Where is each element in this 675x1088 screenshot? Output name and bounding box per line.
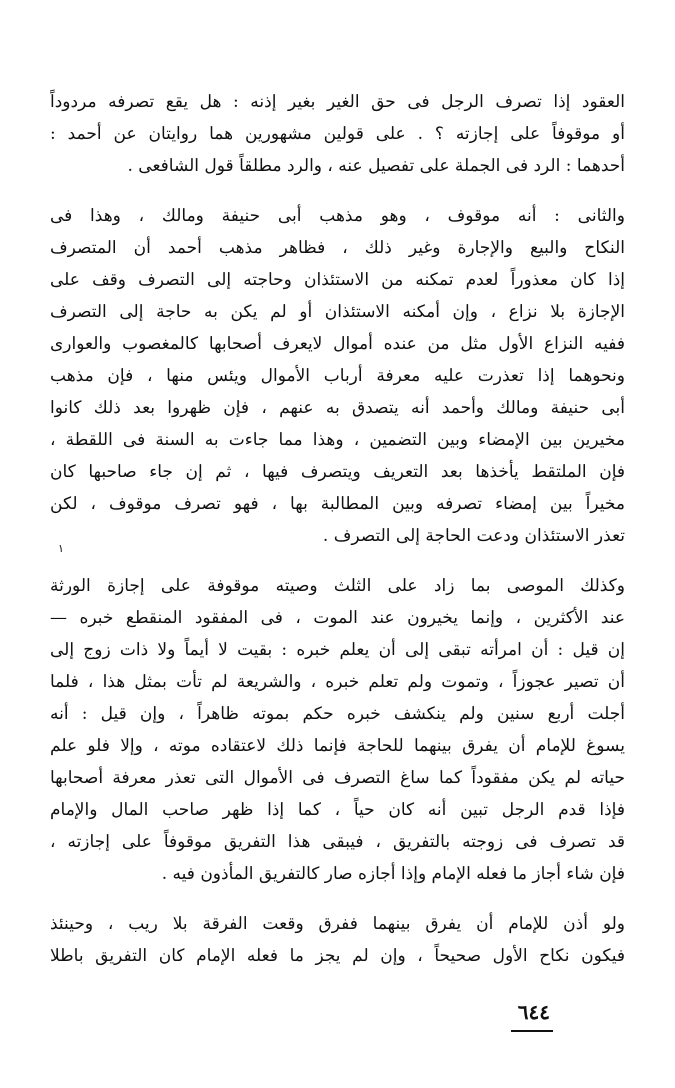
text-line: مخيرين بين الإمضاء وبين التضمين ، وهذا مما جاءت به السنة فى اللقطة ،: [50, 430, 625, 450]
text-line: عند الأكثرين ، وإنما يخيرون عند الموت ، فى المفقود المنقطع خبره —: [50, 608, 625, 628]
text-line: أو موقوفاً على إجازته ؟ . على قولين مشهورين هما روايتان عن أحمد :: [50, 124, 625, 144]
text-line: فإن شاء أجاز ما فعله الإمام وإذا أجازه صار كالتفريق المأذون فيه .: [161, 864, 625, 884]
text-line: إذا كان معذوراً لعدم تمكنه من الاستئذان وحاجته إلى التصرف وقف على: [50, 270, 625, 290]
text-line: أجلت أربع سنين ولم ينكشف خبره حكم بموته ظاهراً ، وإن قيل : أنه: [50, 704, 625, 724]
text-line: ففيه النزاع الأول مثل من عنده أموال لايعرف أصحابها كالمغصوب والعوارى: [50, 334, 625, 354]
paragraph-2: [50, 200, 625, 552]
paragraph-3: [50, 570, 625, 890]
text-line: تعذر الاستئذان ودعت الحاجة إلى التصرف .: [322, 526, 625, 546]
page-number-rule: [511, 1030, 553, 1032]
text-line: وكذلك الموصى بما زاد على الثلث وصيته موقوفة على إجازة الورثة: [50, 576, 625, 596]
page-body: [50, 86, 625, 990]
text-line: ونحوهما إذا تعذرت عليه معرفة أرباب الأموال ويئس منها ، فإن مذهب: [50, 366, 625, 386]
paragraph-4: [50, 908, 625, 972]
text-line: النكاح والبيع والإجارة وغير ذلك ، فظاهر مذهب أحمد أن المتصرف: [50, 238, 625, 258]
text-line: قد تصرف فى زوجته بالتفريق ، فيبقى هذا التفريق موقوفاً على إجازته ،: [50, 832, 625, 852]
text-line: حياته لم يكن مفقوداً كما ساغ التصرف فى الأموال التى تعذر معرفة أصحابها: [50, 768, 625, 788]
text-line: فإذا قدم الرجل تبين أنه كان حياً ، كما إذا ظهر صاحب المال والإمام: [50, 800, 625, 820]
footnote-mark: ١: [58, 542, 64, 555]
text-line: أحدهما : الرد فى الجملة على تفصيل عنه ، والرد مطلقاً قول الشافعى .: [127, 156, 625, 176]
text-line: إن قيل : أن امرأته تبقى إلى أن يعلم خبره : بقيت لا أيماً ولا ذات زوج إلى: [50, 640, 625, 660]
text-line: يسوغ للإمام أن يفرق بينهما للحاجة فإنما ذلك لاعتقاده موته ، وإلا فلو علم: [50, 736, 625, 756]
text-line: العقود إذا تصرف الرجل فى حق الغير بغير إذنه : هل يقع تصرفه مردوداً: [50, 92, 625, 112]
text-line: فإن الملتقط يأخذها بعد التعريف ويتصرف فيها ، ثم إن جاء صاحبها كان: [50, 462, 625, 482]
text-line: ولو أذن للإمام أن يفرق بينهما ففرق وقعت الفرقة بلا ريب ، وحينئذ: [50, 914, 625, 934]
text-line: مخيراً بين إمضاء تصرفه وبين المطالبة بها ، فهو تصرف موقوف ، لكن: [50, 494, 625, 514]
paragraph-1: [50, 86, 625, 182]
text-line: والثانى : أنه موقوف ، وهو مذهب أبى حنيفة ومالك ، وهذا فى: [50, 206, 625, 226]
page-number: ٦٤٤: [517, 1000, 550, 1024]
text-line: الإجازة بلا نزاع ، وإن أمكنه الاستئذان أو لم يكن به حاجة إلى التصرف: [50, 302, 625, 322]
text-line: أن تصير عجوزاً ، وتموت ولم تعلم خبره ، والشريعة لم تأت بمثل هذا ، فلما: [50, 672, 625, 692]
text-line: فيكون نكاح الأول صحيحاً ، وإن لم يجز ما فعله الإمام كان التفريق باطلا: [50, 946, 625, 966]
text-line: أبى حنيفة ومالك وأحمد أنه يتصدق به عنهم ، فإن ظهروا بعد ذلك كانوا: [50, 398, 625, 418]
